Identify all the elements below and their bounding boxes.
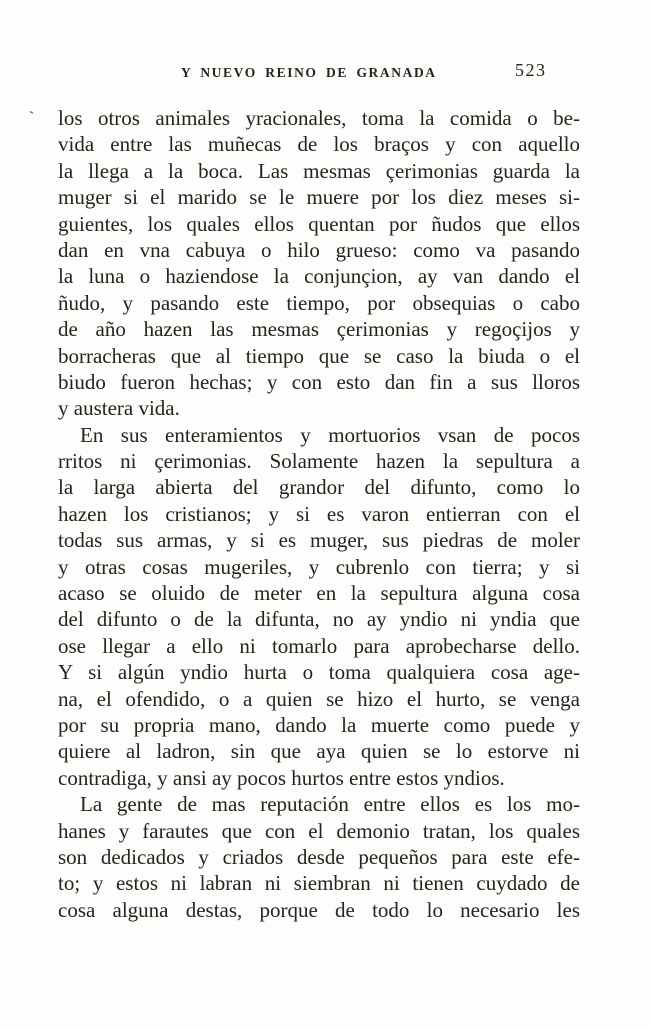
text-line: rritos ni çerimonias. Solamente hazen la sepultura a bbox=[58, 449, 580, 474]
text-line: to; y estos ni labran ni siembran ni tienen cuydado de bbox=[58, 871, 580, 896]
text-line: La gente de mas reputación entre ellos es los mo- bbox=[80, 792, 580, 817]
page-text bbox=[58, 105, 580, 923]
text-line: ñudo, y pasando este tiempo, por obsequias o cabo bbox=[58, 290, 580, 315]
text-line: hazen los cristianos; y si es varon entierran con el bbox=[58, 501, 580, 526]
text-line: acaso se oluido de meter en la sepultura alguna cosa bbox=[58, 581, 580, 606]
text-line: la larga abierta del grandor del difunto, como lo bbox=[58, 475, 580, 500]
text-line: cosa alguna destas, porque de todo lo necesario les bbox=[58, 897, 580, 922]
text-line: guientes, los quales ellos quentan por ñudos que ellos bbox=[58, 211, 580, 236]
text-line: y otras cosas mugeriles, y cubrenlo con tierra; y si bbox=[58, 554, 580, 579]
text-line: Y si algún yndio hurta o toma qualquiera cosa age- bbox=[58, 660, 580, 685]
page-number: 523 bbox=[515, 60, 547, 80]
text-line: del difunto o de la difunta, no ay yndio ni yndia que bbox=[58, 607, 580, 632]
text-line: quiere al ladron, sin que aya quien se lo estorve ni bbox=[58, 739, 580, 764]
text-line: los otros animales yracionales, toma la comida o be- bbox=[58, 106, 580, 130]
text-line: y austera vida. bbox=[58, 396, 180, 421]
text-line: muger si el marido se le muere por los diez meses si- bbox=[58, 185, 580, 210]
text-line: son dedicados y criados desde pequeños para este efe- bbox=[58, 844, 580, 869]
text-line: hanes y farautes que con el demonio tratan, los quales bbox=[58, 818, 580, 843]
text-line: ose llegar a ello ni tomarlo para aprobecharse dello. bbox=[58, 633, 580, 658]
text-line: todas sus armas, y si es muger, sus piedras de moler bbox=[58, 528, 580, 553]
text-line: contradiga, y ansi ay pocos hurtos entre estos yndios. bbox=[58, 765, 505, 790]
text-line: la llega a la boca. Las mesmas çerimonias guarda la bbox=[58, 158, 580, 183]
text-line: dan en vna cabuya o hilo grueso: como va pasando bbox=[58, 237, 580, 262]
text-line: biudo fueron hechas; y con esto dan fin a sus lloros bbox=[58, 369, 580, 394]
text-line: de año hazen las mesmas çerimonias y regoçijos y bbox=[58, 317, 580, 342]
text-line: En sus enteramientos y mortuorios vsan de pocos bbox=[80, 422, 580, 447]
scan-speck: ` bbox=[27, 107, 38, 128]
text-line: borracheras que al tiempo que se caso la biuda o el bbox=[58, 343, 580, 368]
text-line: na, el ofendido, o a quien se hizo el hurto, se venga bbox=[58, 686, 580, 711]
text-line: la luna o haziendose la conjunçion, ay van dando el bbox=[58, 264, 580, 289]
text-line: por su propria mano, dando la muerte como puede y bbox=[58, 712, 580, 737]
running-title: Y NUEVO REINO DE GRANADA bbox=[181, 65, 437, 80]
text-line: vida entre las muñecas de los braços y con aquello bbox=[58, 132, 580, 157]
